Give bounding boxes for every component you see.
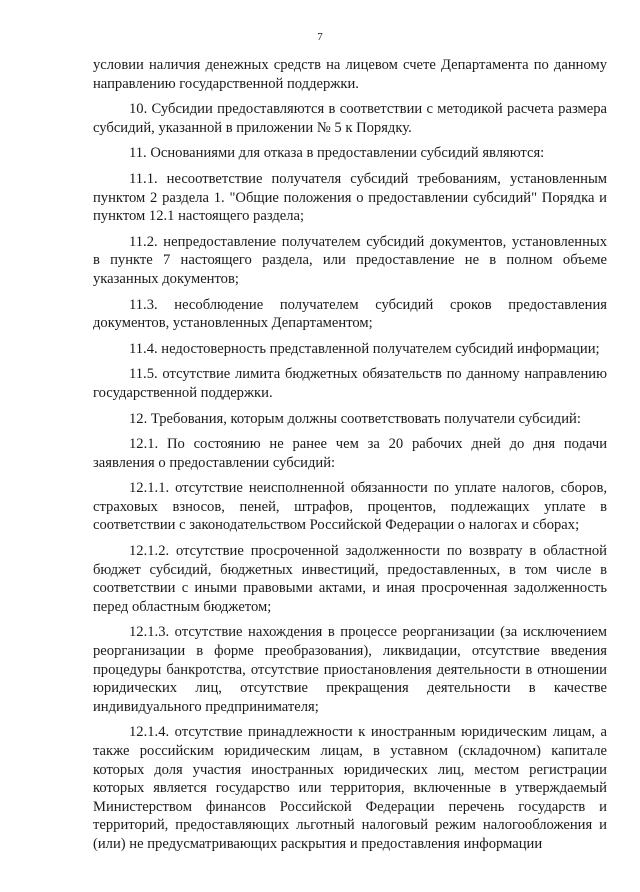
paragraph-12-1-1: 12.1.1. отсутствие неисполненной обязанности по уплате налогов, сборов, страховых взносов, пеней, штрафов, процентов, подлежащих уплате в соответствии с законодательством Российской Федерации о налогах и сборах; [93,480,607,534]
paragraph-11-4: 11.4. недостоверность представленной получателем субсидий информации; [129,340,600,357]
paragraph-11-5: 11.5. отсутствие лимита бюджетных обязательств по данному направлению государственной поддержки. [93,366,607,401]
page-number: 7 [317,31,323,43]
paragraph-11-3: 11.3. несоблюдение получателем субсидий сроков предоставления документов, установленных Департаментом; [93,296,607,332]
paragraph-12-1-3: 12.1.3. отсутствие нахождения в процессе реорганизации (за исключением реорганизации в форме преобразования), ликвидации, отсутствие введения процедуры банкротства, отсутствие приостановления деятельности в отношении юридических лиц, отсутствие прекращения деятельности в качестве индивидуального предпринимателя; [93,624,607,715]
paragraph-continuation: условии наличия денежных средств на лицевом счете Департамента по данному направлению государственной поддержки. [93,57,607,92]
paragraph-12-1-2: 12.1.2. отсутствие просроченной задолженности по возврату в областной бюджет субсидий, бюджетных инвестиций, предоставленных, в том числе в соответствии с иными правовыми актами, и иная просроченная задолженность перед областным бюджетом; [93,543,607,615]
paragraph-11-1: 11.1. несоответствие получателя субсидий требованиям, установленным пунктом 2 раздела 1. "Общие положения о предоставлении субсидий" Порядка и пунктом 12.1 настоящего раздела; [93,170,607,225]
paragraph-10: 10. Субсидии предоставляются в соответствии с методикой расчета размера субсидий, указанной в приложении № 5 к Порядку. [93,101,607,136]
paragraph-11: 11. Основаниями для отказа в предоставлении субсидий являются: [129,145,545,162]
paragraph-12: 12. Требования, которым должны соответствовать получатели субсидий: [129,410,581,427]
document-body [93,56,607,861]
paragraph-12-1-4: 12.1.4. отсутствие принадлежности к иностранным юридическим лицам, а также российским юридическим лицам, в уставном (складочном) капитале которых доля участия иностранных юридических лиц, местом регистрации которых является государство или территория, включенные в утверждаемый Министерством финансов Российской Федерации перечень государств и территорий, предоставляющих льготный налоговый режим налогообложения и (или) не предусматривающих раскрытия и предоставления информации [93,724,607,852]
paragraph-11-2: 11.2. непредоставление получателем субсидий документов, установленных в пункте 7 настоящего раздела, или предоставление не в полном объеме указанных документов; [93,233,607,287]
paragraph-12-1: 12.1. По состоянию не ранее чем за 20 рабочих дней до дня подачи заявления о предоставлении субсидий: [93,436,607,471]
